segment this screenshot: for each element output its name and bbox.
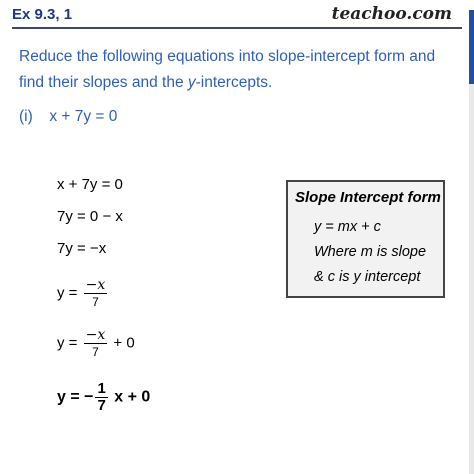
question-part1: Reduce the following equations into slope-intercept form and find their slopes and the [19,48,436,91]
step-5-lhs: y = [57,334,82,352]
step-6-rhs: x + 0 [114,388,151,406]
step-5-numerator: −x [85,327,106,343]
step-1: x + 7y = 0 [57,176,123,193]
question-y-variable: y [187,74,196,91]
step-6-denominator: 7 [97,397,106,414]
step-5-rhs: + 0 [113,334,135,352]
step-6-fraction [95,381,107,414]
info-box-intercept-note: & c is y intercept [314,269,421,285]
question-part-i [19,108,117,126]
info-box-formula: y = mx + c [314,219,381,235]
slope-intercept-info-box [286,180,445,298]
question-part2: -intercepts. [195,74,273,91]
step-6-numerator: 1 [97,380,106,397]
step-4 [57,277,109,310]
step-5-denominator: 7 [92,345,99,359]
step-4-numerator: −x [85,277,106,293]
part-equation: x + 7y = 0 [49,108,118,125]
step-4-fraction [84,277,108,310]
info-box-title: Slope Intercept form [295,189,441,206]
exercise-title: Ex 9.3, 1 [12,6,73,23]
part-number: (i) [19,108,33,125]
step-5-fraction [84,327,108,360]
step-4-denominator: 7 [92,295,99,309]
step-2: 7y = 0 − x [57,208,123,225]
header-divider [12,27,462,29]
step-5 [57,327,135,360]
step-6-answer [57,381,150,414]
question-text [19,44,459,96]
step-3: 7y = −x [57,240,107,257]
step-6-lhs: y = − [57,388,94,406]
side-scroll-track [469,84,474,474]
side-accent-bar [469,10,474,84]
brand-logo: teachoo.com [331,4,452,24]
info-box-slope-note: Where m is slope [314,244,427,260]
step-4-lhs: y = [57,284,82,302]
